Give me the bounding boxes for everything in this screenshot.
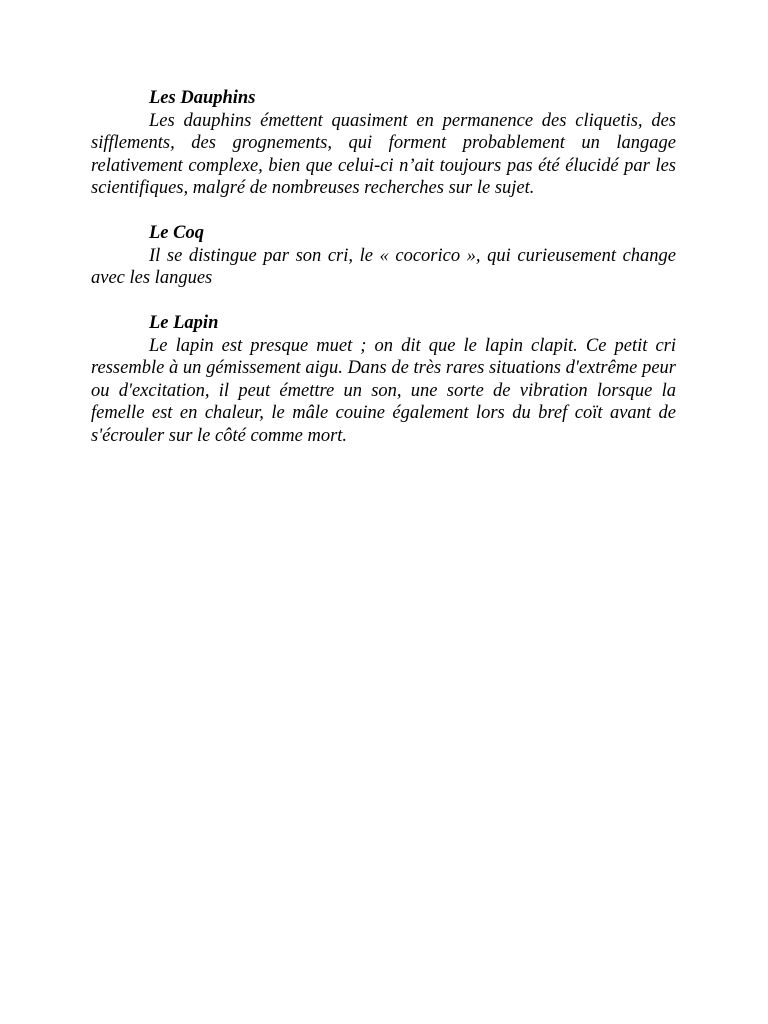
section-lapin [91, 312, 676, 447]
section-paragraph: Le lapin est presque muet ; on dit que le lapin clapit. Ce petit cri ressemble à un gémissement aigu. Dans de très rares situations d'extrême peur ou d'excitation, il peut émettre un son, une sorte de vibration lorsque la femelle est en chaleur, le mâle couine également lors du bref coït avant de s'écrouler sur le côté comme mort. [91, 335, 676, 446]
section-heading: Les Dauphins [149, 88, 256, 108]
section-paragraph: Il se distingue par son cri, le « cocorico », qui curieusement change avec les langues [91, 245, 676, 288]
section-coq [91, 222, 676, 290]
document-page [91, 87, 676, 470]
section-dauphins [91, 87, 676, 200]
section-heading: Le Coq [149, 223, 204, 243]
section-paragraph: Les dauphins émettent quasiment en permanence des cliquetis, des sifflements, des grognements, qui forment probablement un langage relativement complexe, bien que celui-ci n’ait toujours pas été élucidé par les scientifiques, malgré de nombreuses recherches sur le sujet. [91, 110, 676, 198]
section-heading: Le Lapin [149, 313, 219, 333]
